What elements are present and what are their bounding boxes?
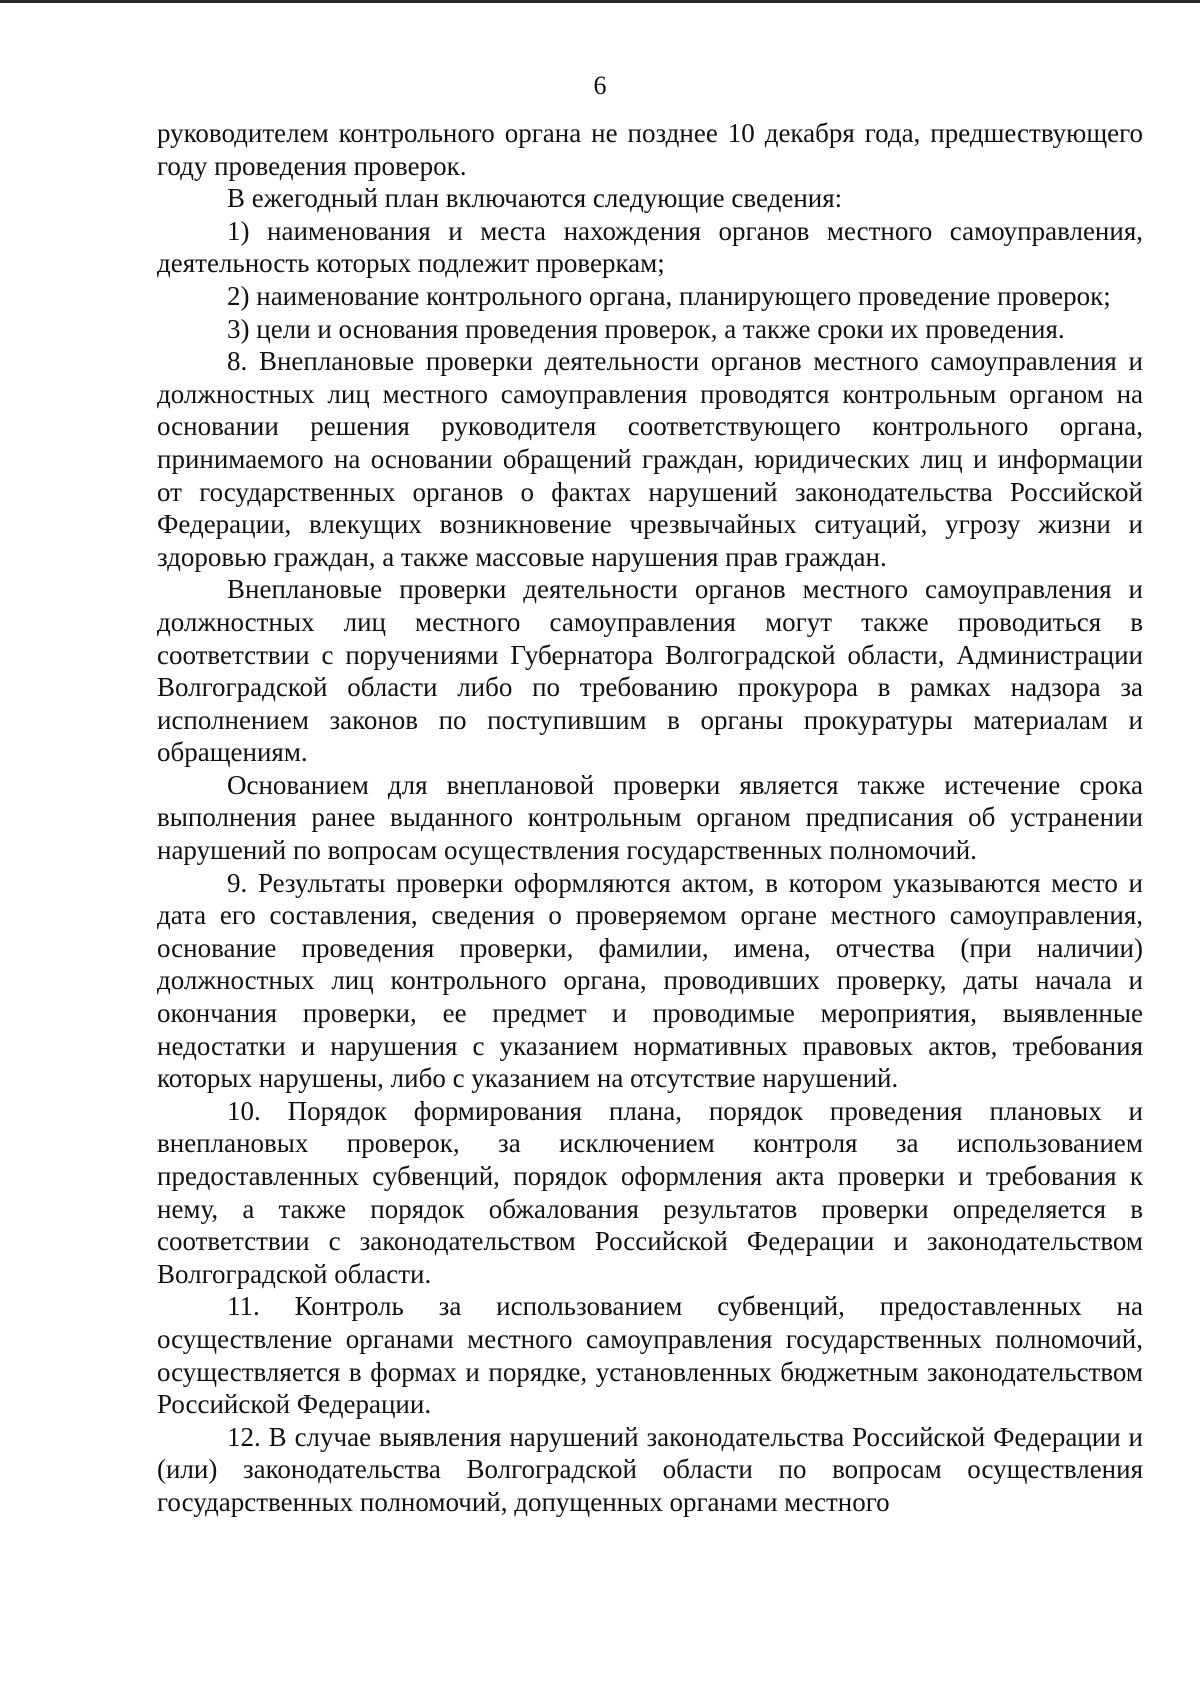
list-item-1: 1) наименования и места нахождения органов местного самоуправления, деятельность которых подлежит проверкам; bbox=[157, 215, 1143, 279]
document-body bbox=[157, 117, 1143, 1519]
paragraph-continuation: руководителем контрольного органа не позднее 10 декабря года, предшествующего году проведения проверок. bbox=[157, 118, 1143, 181]
clause-8: 8. Внеплановые проверки деятельности органов местного самоуправления и должностных лиц местного самоуправления проводятся контрольным органом на основании решения руководителя соответствующего контрольного органа, принимаемого на основании обращений граждан, юридических лиц и информации от государственных органов о фактах нарушений законодательства Российской Федерации, влекущих возникновение чрезвычайных ситуаций, угрозу жизни и здоровью граждан, а также массовые нарушения прав граждан. bbox=[157, 346, 1143, 572]
paragraph-plan-intro: В ежегодный план включаются следующие сведения: bbox=[227, 183, 843, 214]
clause-9: 9. Результаты проверки оформляются актом, в котором указываются место и дата его составления, сведения о проверяемом органе местного самоуправления, основание проведения проверки, фамилии, имена, отчества (при наличии) должностных лиц контрольного органа, проводивших проверку, даты начала и окончания проверки, ее предмет и проводимые мероприятия, выявленные недостатки и нарушения с указанием нормативных правовых актов, требования которых нарушены, либо с указанием на отсутствие нарушений. bbox=[157, 867, 1143, 1094]
list-item-3: 3) цели и основания проведения проверок, а также сроки их проведения. bbox=[227, 313, 1065, 344]
clause-11: 11. Контроль за использованием субвенций, предоставленных на осуществление органами местного самоуправления государственных полномочий, осуществляется в формах и порядке, установленных бюджетным законодательством Российской Федерации. bbox=[157, 1291, 1143, 1420]
scan-edge-line bbox=[0, 0, 1200, 3]
clause-12: 12. В случае выявления нарушений законодательства Российской Федерации и (или) законодательства Волгоградской области по вопросам осуществления государственных полномочий, допущенных органами местного bbox=[157, 1421, 1143, 1517]
clause-8-paragraph-3: Основанием для внеплановой проверки является также истечение срока выполнения ранее выданного контрольным органом предписания об устранении нарушений по вопросам осуществления государственных полномочий. bbox=[157, 769, 1143, 866]
clause-10: 10. Порядок формирования плана, порядок проведения плановых и внеплановых проверок, за исключением контроля за использованием предоставленных субвенций, порядок оформления акта проверки и требования к нему, а также порядок обжалования результатов проверки определяется в соответствии с законодательством Российской Федерации и законодательством Волгоградской области. bbox=[157, 1095, 1143, 1289]
clause-8-paragraph-2: Внеплановые проверки деятельности органов местного самоуправления и должностных лиц местного самоуправления могут также проводиться в соответствии с поручениями Губернатора Волгоградской области, Администрации Волгоградской области либо по требованию прокурора в рамках надзора за исполнением законов по поступившим в органы прокуратуры материалам и обращениям. bbox=[157, 574, 1143, 768]
page-number: 6 bbox=[593, 71, 607, 100]
list-item-2: 2) наименование контрольного органа, планирующего проведение проверок; bbox=[227, 280, 1111, 311]
